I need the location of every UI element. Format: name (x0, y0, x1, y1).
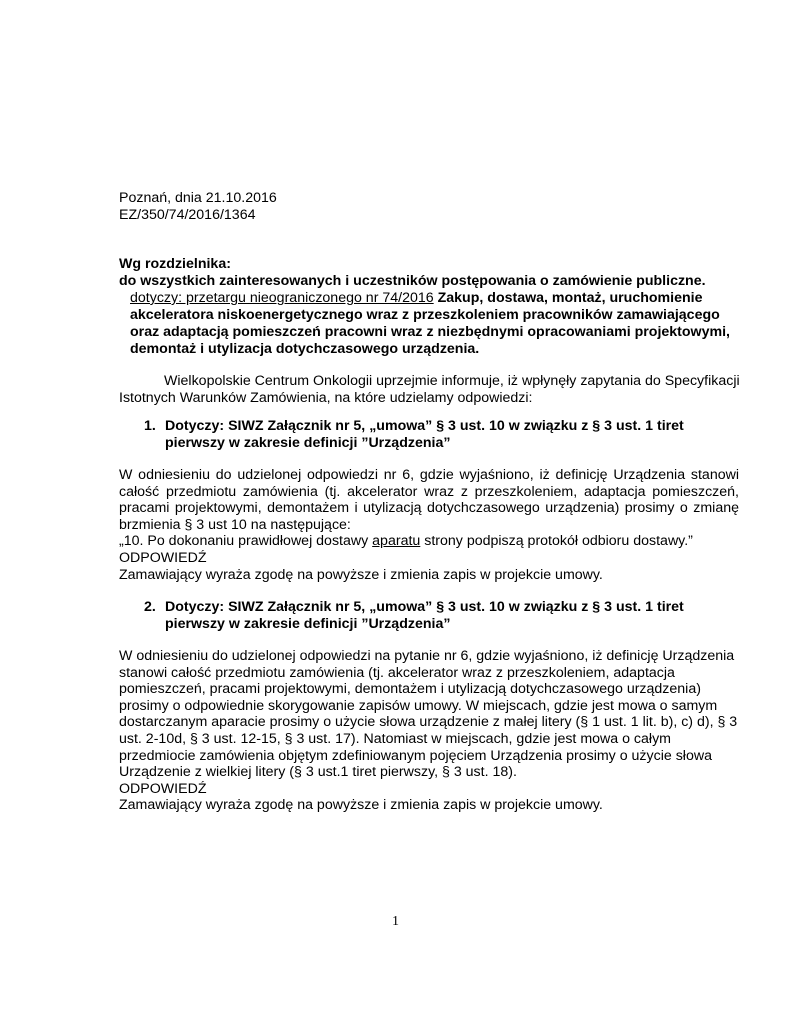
body-line: prosimy o odpowiednie skorygowanie zapisów umowy. W miejscach, gdzie jest mowa o samym (119, 697, 718, 714)
question-heading-line1: Dotyczy: SIWZ Załącznik nr 5, „umowa” § 3 ust. 10 w związku z § 3 ust. 1 tiret (165, 418, 684, 434)
subject-line-3: oraz adaptacją pomieszczeń pracowni wraz z niezbędnymi opracowaniami projektowymi, (130, 324, 730, 340)
quote-before: „10. Po dokonaniu prawidłowej dostawy (119, 533, 373, 550)
question-1-heading (144, 418, 704, 451)
subject-line-1 (119, 290, 770, 307)
reference-number: EZ/350/74/2016/1364 (119, 207, 256, 223)
subject-line-4: demontaż i utylizacja dotychczasowego urządzenia. (130, 341, 480, 357)
page-number: 1 (392, 914, 399, 929)
recipients-line: do wszystkich zainteresowanych i uczestników postępowania o zamówienie publiczne. (119, 273, 706, 289)
body-line: Urządzenie z wielkiej litery (§ 3 ust.1 tiret pierwszy, § 3 ust. 18). (119, 764, 517, 781)
body-line: pracami projektowymi, demontażem i utylizacją dotychczasowego urządzenia) prosimy o zmianę (119, 500, 739, 517)
subject-prefix: dotyczy: przetargu nieograniczonego nr 74/2016 (130, 290, 434, 306)
subject-bold-line1: Zakup, dostawa, montaż, uruchomienie (437, 290, 703, 306)
question-heading-line1: Dotyczy: SIWZ Załącznik nr 5, „umowa” § 3 ust. 10 w związku z § 3 ust. 1 tiret (165, 599, 684, 615)
question-1-body (119, 467, 739, 583)
answer-text: Zamawiający wyraża zgodę na powyższe i zmienia zapis w projekcie umowy. (119, 566, 603, 583)
quote-after: strony podpiszą protokół odbioru dostawy.” (420, 533, 693, 550)
answer-text: Zamawiający wyraża zgodę na powyższe i zmienia zapis w projekcie umowy. (119, 797, 603, 814)
intro-line-2: Istotnych Warunków Zamówienia, na które udzielamy odpowiedzi: (119, 390, 533, 406)
quote-line (119, 533, 739, 550)
place-date: Poznań, dnia 21.10.2016 (119, 190, 277, 206)
body-line: W odniesieniu do udzielonej odpowiedzi nr 6, gdzie wyjaśniono, iż definicję Urządzenia stanowi (119, 467, 739, 483)
recipients-title: Wg rozdzielnika: (119, 256, 231, 272)
question-heading-line2: pierwszy w zakresie definicji ”Urządzenia” (165, 434, 451, 451)
answer-label: ODPOWIEDŹ (119, 780, 207, 797)
subject-line-2: akceleratora niskoenergetycznego wraz z przeszkoleniem pracowników zamawiającego (130, 307, 720, 323)
question-number: 2. (144, 599, 156, 615)
question-number: 1. (144, 418, 156, 434)
body-line: całość przedmiotu zamówienia (tj. akcelerator wraz z przeszkoleniem, adaptacja pomieszczeń, (119, 483, 739, 500)
body-line: stanowi całość przedmiotu zamówienia (tj. akcelerator wraz z przeszkoleniem, adaptacja (119, 664, 675, 681)
quote-underlined: aparatu (372, 533, 421, 550)
intro-line-1: Wielkopolskie Centrum Onkologii uprzejmie informuje, iż wpłynęły zapytania do Specyfikacji (164, 373, 740, 389)
question-2-heading (144, 599, 704, 632)
question-heading-line2: pierwszy w zakresie definicji ”Urządzenia” (165, 615, 451, 632)
body-line: ust. 2-10d, § 3 ust. 12-15, § 3 ust. 17). Natomiast w miejscach, gdzie jest mowa o całym (119, 730, 671, 747)
body-line: W odniesieniu do udzielonej odpowiedzi na pytanie nr 6, gdzie wyjaśniono, iż definicję Urządzenia (119, 648, 735, 664)
body-line: przedmiocie zamówienia objętym zdefiniowanym pojęciem Urządzenia prosimy o użycie słowa (119, 747, 712, 764)
answer-label: ODPOWIEDŹ (119, 549, 207, 566)
body-line: brzmienia § 3 ust 10 na następujące: (119, 516, 351, 533)
body-line: pomieszczeń, pracami projektowymi, demontażem i utylizacją dotychczasowego urządzenia) (119, 681, 701, 698)
question-2-body (119, 648, 739, 814)
body-line: dostarczanym aparacie prosimy o użycie słowa urządzenie z małej litery (§ 1 ust. 1 lit. b), c) d), § 3 (119, 714, 738, 731)
